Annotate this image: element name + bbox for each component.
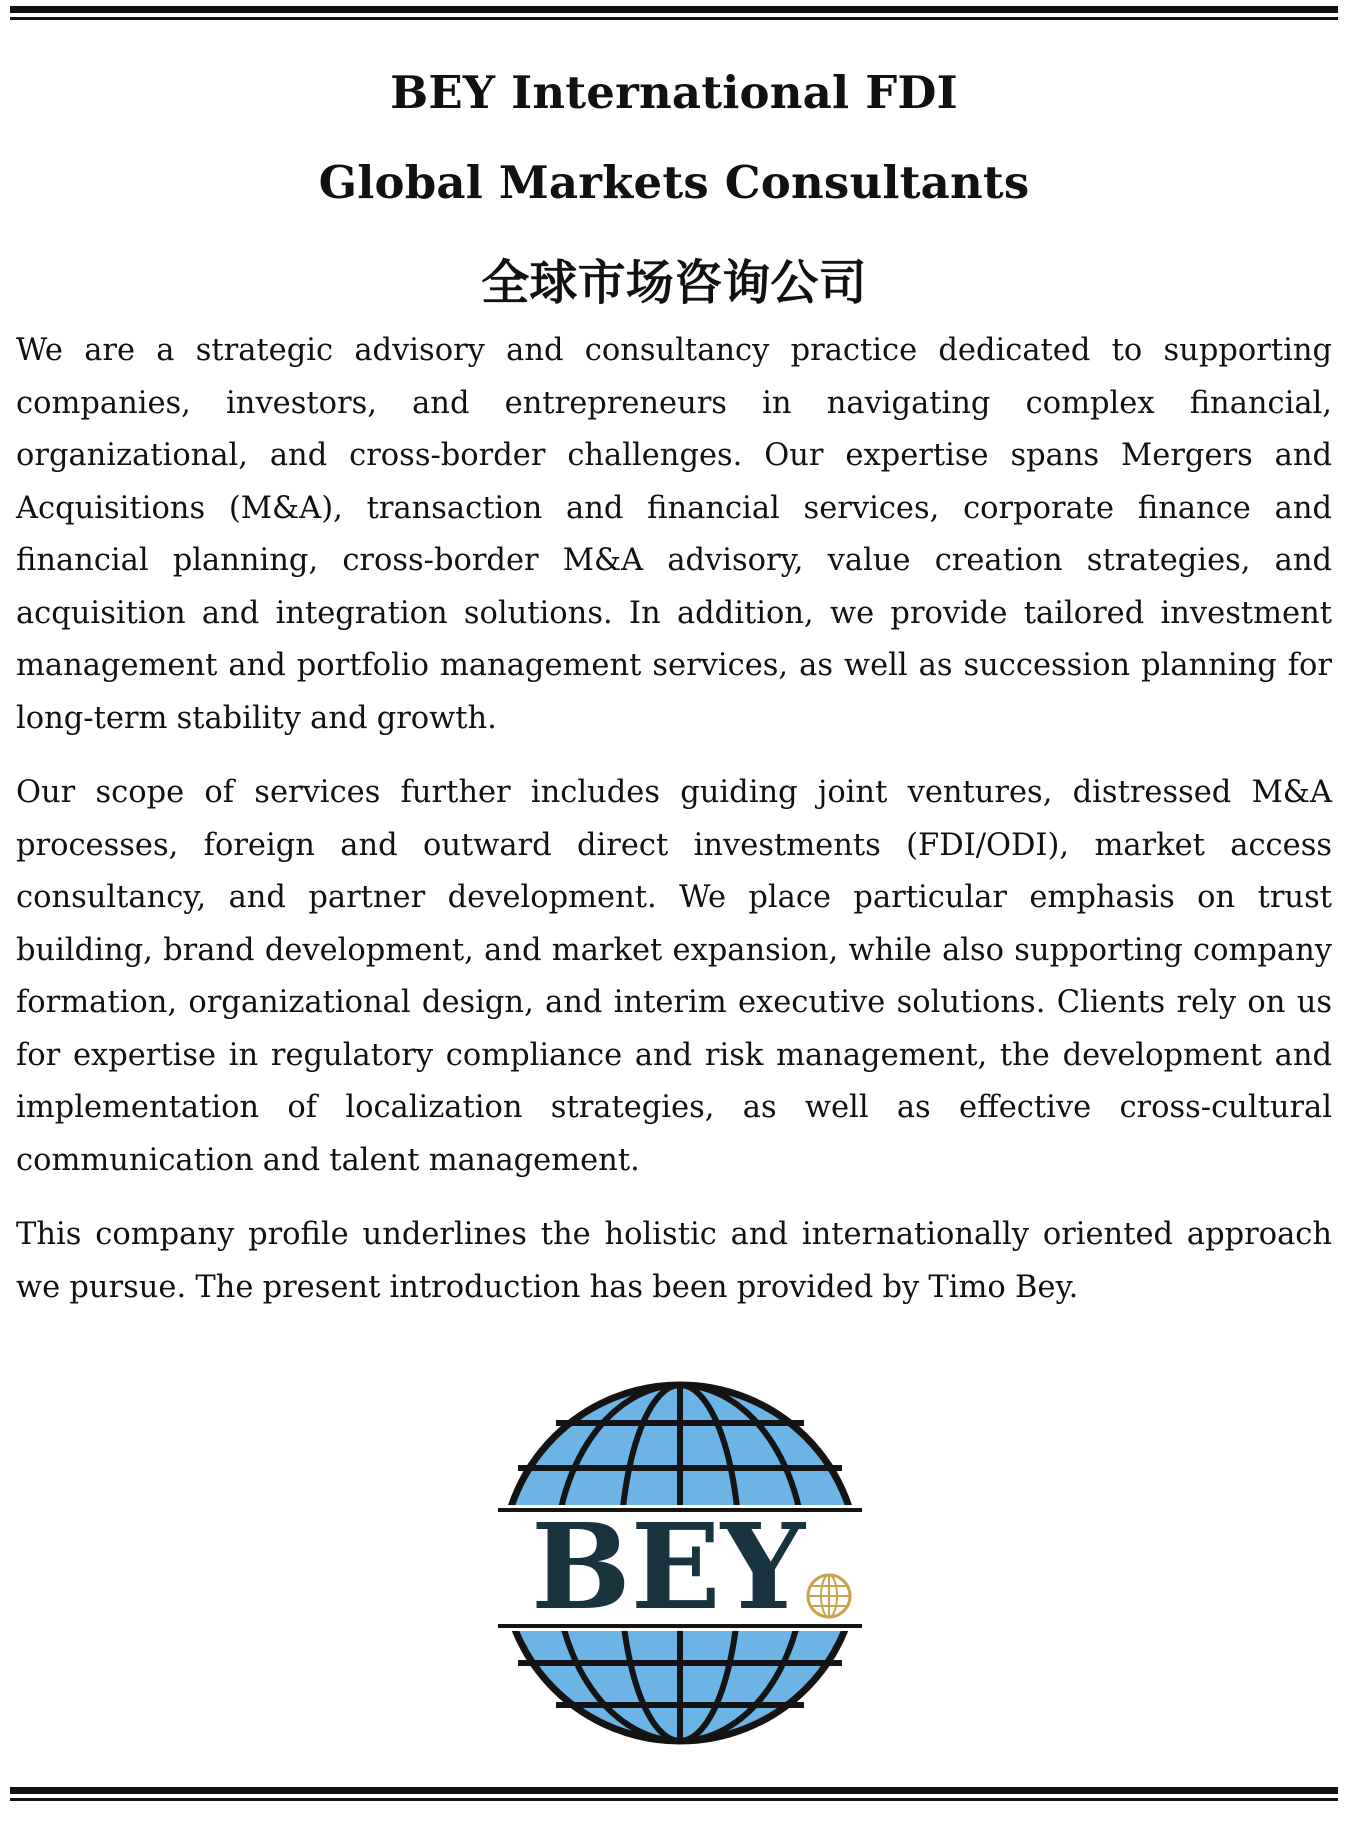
top-border-rule xyxy=(10,6,1338,20)
page-title: BEY International FDI xyxy=(390,66,958,119)
small-globe-icon xyxy=(808,1575,850,1617)
chinese-title: 全球市场咨询公司 xyxy=(481,255,867,311)
page-subtitle: Global Markets Consultants xyxy=(318,156,1030,209)
intro-paragraph: We are a strategic advisory and consultancy practice dedicated to supporting companies, investors, and entrepreneurs in navigating complex financial, organizational, and cross-border challenges. Our expertise spans Mergers and Acquisitions (M&A), transaction and financial services, corporate finance and financial planning, cross-border M&A advisory, value creation strategies, and acquisition and integration solutions. In addition, we provide tailored investment management and portfolio management services, as well as succession planning for long-term stability and growth. xyxy=(16,333,1332,736)
bottom-border-rule xyxy=(10,1787,1338,1801)
bey-logo xyxy=(496,1373,864,1753)
logo-wordmark: BEY xyxy=(531,1497,805,1636)
closing-paragraph: This company profile underlines the holistic and internationally oriented approach we pursue. The present introduction has been provided by Timo Bey. xyxy=(16,1217,1332,1305)
services-paragraph: Our scope of services further includes guiding joint ventures, distressed M&A processes, foreign and outward direct investments (FDI/ODI), market access consultancy, and partner development. We place particular emphasis on trust building, brand development, and market expansion, while also supporting company formation, organizational design, and interim executive solutions. Clients rely on us for expertise in regulatory compliance and risk management, the development and implementation of localization strategies, as well as effective cross-cultural communication and talent management. xyxy=(16,775,1332,1178)
